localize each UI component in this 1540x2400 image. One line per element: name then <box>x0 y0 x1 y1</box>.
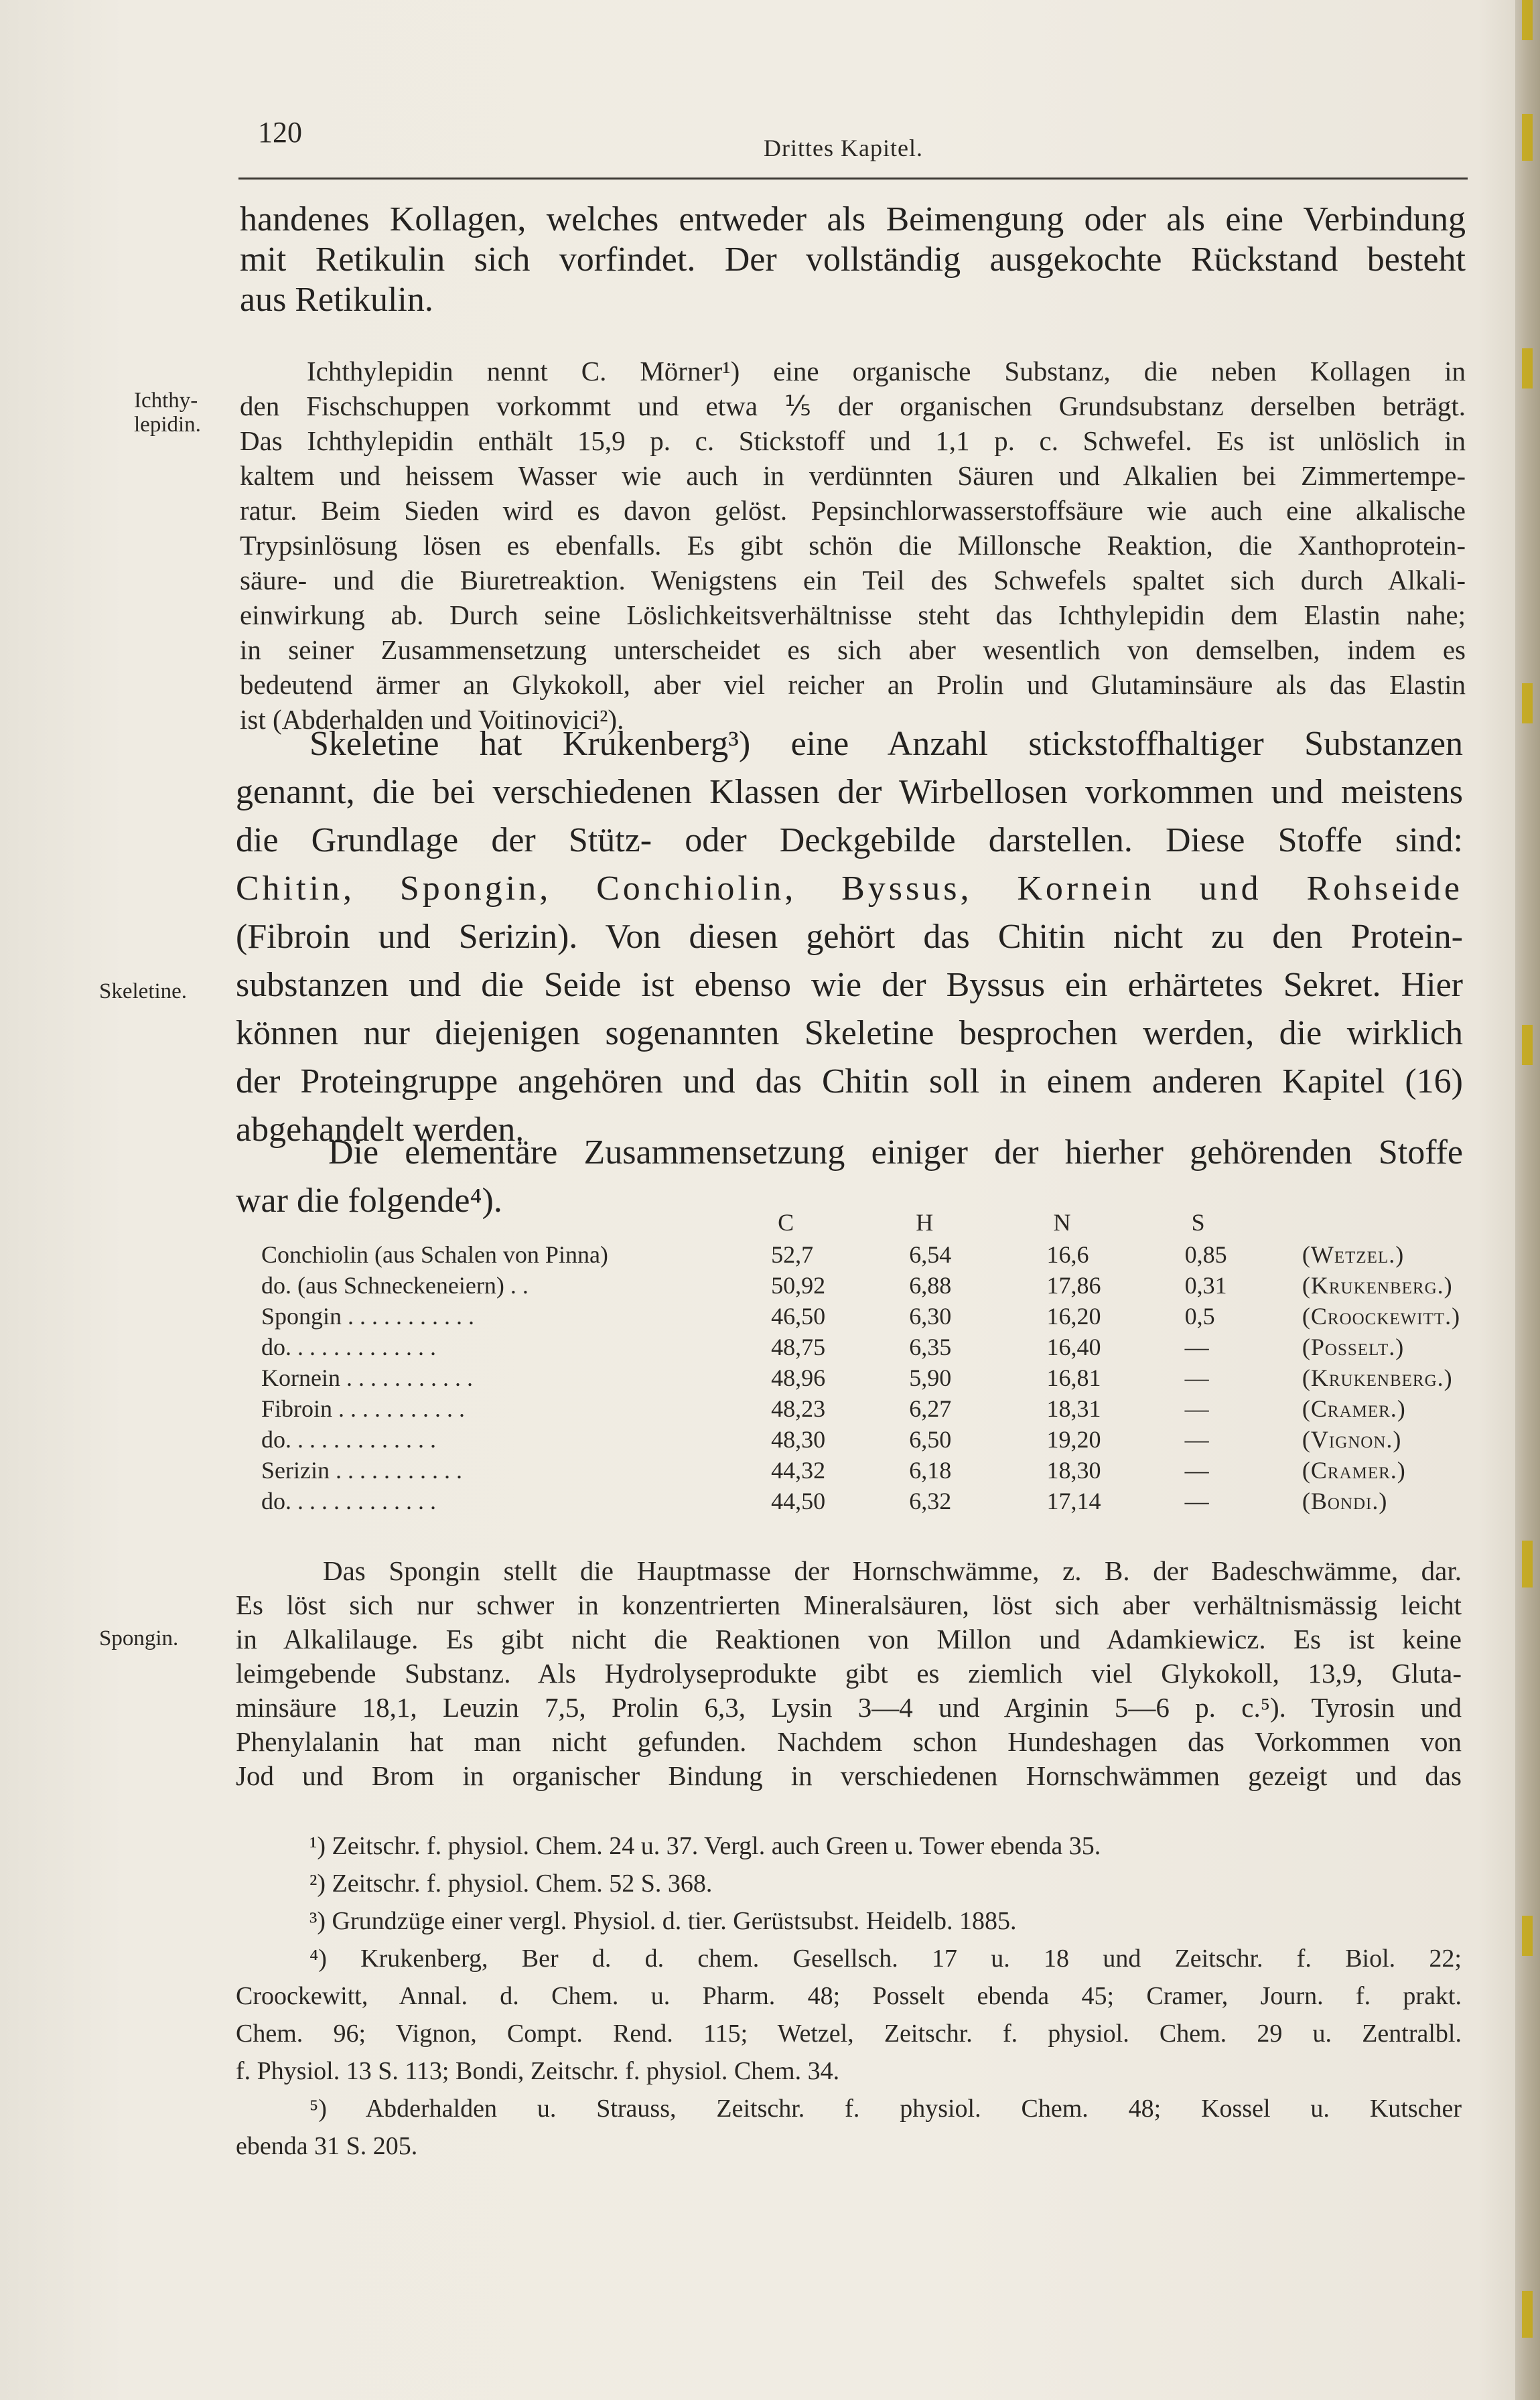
column-header-s: S <box>1191 1209 1205 1236</box>
cell-substance: do. (aus Schneckeneiern) . . <box>261 1272 529 1299</box>
cell-c: 48,96 <box>771 1364 826 1391</box>
cell-h: 6,50 <box>909 1426 952 1453</box>
cell-substance: Spongin . . . . . . . . . . . <box>261 1303 475 1330</box>
cell-source: (Bondi.) <box>1302 1488 1388 1514</box>
text-line: Ichthylepidin nennt C. Mörner¹) eine organische Substanz, die neben Kollagen in <box>307 356 1466 386</box>
cell-substance: do. . . . . . . . . . . . . <box>261 1334 436 1360</box>
margin-note-spongin: Spongin. <box>99 1626 179 1650</box>
footnote: f. Physiol. 13 S. 113; Bondi, Zeitschr. f. physiol. Chem. 34. <box>236 2057 840 2085</box>
footnote: ³) Grundzüge einer vergl. Physiol. d. tier. Gerüstsubst. Heidelb. 1885. <box>309 1907 1017 1935</box>
text-line: substanzen und die Seide ist ebenso wie der Byssus ein erhärtetes Sekret. Hier <box>236 966 1463 1004</box>
cell-h: 6,27 <box>909 1395 952 1422</box>
cell-h: 6,18 <box>909 1457 952 1484</box>
cell-c: 44,50 <box>771 1488 826 1514</box>
cell-h: 6,88 <box>909 1272 952 1299</box>
margin-note-ichthylepidin: Ichthy- lepidin. <box>134 389 201 437</box>
cell-source: (Krukenberg.) <box>1302 1364 1453 1391</box>
cell-h: 6,54 <box>909 1241 952 1268</box>
cell-c: 48,75 <box>771 1334 826 1360</box>
footnote: ¹) Zeitschr. f. physiol. Chem. 24 u. 37. Vergl. auch Green u. Tower ebenda 35. <box>309 1832 1101 1860</box>
header-rule <box>238 178 1468 180</box>
text-line: bedeutend ärmer an Glykokoll, aber viel reicher an Prolin und Glutaminsäure als das Elastin <box>240 669 1466 700</box>
cell-n: 18,31 <box>1046 1395 1101 1422</box>
text-line: ist (Abderhalden und Voitinovici²). <box>240 704 624 735</box>
cell-n: 19,20 <box>1046 1426 1101 1453</box>
footnote: ²) Zeitschr. f. physiol. Chem. 52 S. 368. <box>309 1869 713 1898</box>
page-edge-binding <box>1515 0 1540 2400</box>
text-line: den Fischschuppen vorkommt und etwa ⅕ der organischen Grundsubstanz derselben beträgt. <box>240 391 1466 421</box>
text-line: die Grundlage der Stütz- oder Deckgebilde darstellen. Diese Stoffe sind: <box>236 821 1463 859</box>
text-line: aus Retikulin. <box>240 281 433 319</box>
cell-substance: Serizin . . . . . . . . . . . <box>261 1457 462 1484</box>
footnote: ⁴) Krukenberg, Ber d. d. chem. Gesellsch. 17 u. 18 und Zeitschr. f. Biol. 22; <box>309 1945 1462 1973</box>
cell-h: 6,30 <box>909 1303 952 1330</box>
ichthylepidin-paragraph <box>240 354 1466 737</box>
cell-source: (Cramer.) <box>1302 1457 1406 1484</box>
cell-c: 44,32 <box>771 1457 826 1484</box>
cell-source: (Cramer.) <box>1302 1395 1406 1422</box>
column-header-c: C <box>778 1209 794 1236</box>
column-header-h: H <box>916 1209 934 1236</box>
margin-note-skeletine: Skeletine. <box>99 979 188 1003</box>
cell-n: 16,81 <box>1046 1364 1101 1391</box>
cell-n: 16,40 <box>1046 1334 1101 1360</box>
cell-source: (Vignon.) <box>1302 1426 1402 1453</box>
cell-substance: Fibroin . . . . . . . . . . . <box>261 1395 466 1422</box>
text-line: Das Spongin stellt die Hauptmasse der Hornschwämme, z. B. der Badeschwämme, dar. <box>323 1555 1462 1586</box>
cell-s: — <box>1184 1457 1209 1484</box>
text-line: Phenylalanin hat man nicht gefunden. Nachdem schon Hundeshagen das Vorkommen von <box>236 1726 1462 1757</box>
cell-source: (Posselt.) <box>1302 1334 1405 1360</box>
table-row <box>261 1332 1540 1362</box>
table-header-row <box>261 1206 1540 1239</box>
cell-n: 17,14 <box>1046 1488 1101 1514</box>
table-row <box>261 1301 1540 1332</box>
text-line: genannt, die bei verschiedenen Klassen der Wirbellosen vorkommen und meistens <box>236 773 1463 811</box>
text-line: in seiner Zusammensetzung unterscheidet es sich aber wesentlich von demselben, indem es <box>240 634 1466 665</box>
cell-s: — <box>1184 1334 1209 1360</box>
text-line: (Fibroin und Serizin). Von diesen gehört das Chitin nicht zu den Protein- <box>236 918 1463 956</box>
cell-s: — <box>1184 1395 1209 1422</box>
table-row <box>261 1486 1540 1516</box>
text-line: Das Ichthylepidin enthält 15,9 p. c. Stickstoff und 1,1 p. c. Schwefel. Es ist unlöslich in <box>240 425 1466 456</box>
text-line: in Alkalilauge. Es gibt nicht die Reaktionen von Millon und Adamkiewicz. Es ist keine <box>236 1624 1462 1654</box>
text-line: Jod und Brom in organischer Bindung in verschiedenen Hornschwämmen gezeigt und das <box>236 1760 1462 1791</box>
cell-s: — <box>1184 1364 1209 1391</box>
cell-s: 0,31 <box>1184 1272 1227 1299</box>
cell-substance: Kornein . . . . . . . . . . . <box>261 1364 473 1391</box>
text-line: mit Retikulin sich vorfindet. Der vollständig ausgekochte Rückstand besteht <box>240 240 1466 279</box>
text-line: Chitin, Spongin, Conchiolin, Byssus, Kornein und Rohseide <box>236 869 1463 908</box>
cell-c: 46,50 <box>771 1303 826 1330</box>
text-line: handenes Kollagen, welches entweder als Beimengung oder als eine Verbindung <box>240 200 1466 238</box>
cell-h: 6,35 <box>909 1334 952 1360</box>
cell-s: — <box>1184 1426 1209 1453</box>
cell-source: (Krukenberg.) <box>1302 1272 1453 1299</box>
text-line: minsäure 18,1, Leuzin 7,5, Prolin 6,3, Lysin 3—4 und Arginin 5—6 p. c.⁵). Tyrosin und <box>236 1692 1462 1723</box>
text-line: säure- und die Biuretreaktion. Wenigstens ein Teil des Schwefels spaltet sich durch Alkali- <box>240 565 1466 595</box>
cell-c: 48,23 <box>771 1395 826 1422</box>
cell-substance: Conchiolin (aus Schalen von Pinna) <box>261 1241 608 1268</box>
cell-h: 6,32 <box>909 1488 952 1514</box>
text-line: der Proteingruppe angehören und das Chitin soll in einem anderen Kapitel (16) <box>236 1062 1463 1101</box>
text-line: war die folgende⁴). <box>236 1182 502 1220</box>
cell-h: 5,90 <box>909 1364 952 1391</box>
cell-s: 0,5 <box>1184 1303 1215 1330</box>
table-row <box>261 1270 1540 1301</box>
footnote: Croockewitt, Annal. d. Chem. u. Pharm. 48; Posselt ebenda 45; Cramer, Journ. f. prakt. <box>236 1982 1462 2010</box>
cell-c: 50,92 <box>771 1272 826 1299</box>
spongin-paragraph <box>236 1554 1462 1793</box>
cell-s: — <box>1184 1488 1209 1514</box>
text-line: Skeletine hat Krukenberg³) eine Anzahl stickstoffhaltiger Substanzen <box>309 725 1463 763</box>
footnote: ebenda 31 S. 205. <box>236 2132 418 2160</box>
cell-substance: do. . . . . . . . . . . . . <box>261 1488 436 1514</box>
cell-substance: do. . . . . . . . . . . . . <box>261 1426 436 1453</box>
text-line: leimgebende Substanz. Als Hydrolyseprodukte gibt es ziemlich viel Glykokoll, 13,9, Gluta- <box>236 1658 1462 1689</box>
cell-s: 0,85 <box>1184 1241 1227 1268</box>
cell-c: 52,7 <box>771 1241 814 1268</box>
text-line: kaltem und heissem Wasser wie auch in verdünnten Säuren und Alkalien bei Zimmertempe- <box>240 460 1466 491</box>
cell-source: (Croockewitt.) <box>1302 1303 1461 1330</box>
cell-n: 18,30 <box>1046 1457 1101 1484</box>
text-line: ratur. Beim Sieden wird es davon gelöst. Pepsinchlorwasserstoffsäure wie auch eine alkalische <box>240 495 1466 526</box>
running-title: Drittes Kapitel. <box>764 135 923 161</box>
table-row <box>261 1393 1540 1424</box>
text-line: Trypsinlösung lösen es ebenfalls. Es gibt schön die Millonsche Reaktion, die Xanthoprotein- <box>240 530 1466 561</box>
cell-n: 16,6 <box>1046 1241 1089 1268</box>
skeletine-paragraph <box>236 720 1463 1154</box>
column-header-n: N <box>1053 1209 1071 1236</box>
table-row <box>261 1424 1540 1455</box>
composition-table <box>261 1206 1540 1516</box>
intro-paragraph <box>240 200 1466 320</box>
footnote: ⁵) Abderhalden u. Strauss, Zeitschr. f. physiol. Chem. 48; Kossel u. Kutscher <box>309 2095 1462 2123</box>
page-number: 120 <box>258 116 302 149</box>
cell-source: (Wetzel.) <box>1302 1241 1405 1268</box>
table-row <box>261 1455 1540 1486</box>
text-line: Die elementäre Zusammensetzung einiger der hierher gehörenden Stoffe <box>328 1133 1463 1172</box>
table-row <box>261 1362 1540 1393</box>
cell-c: 48,30 <box>771 1426 826 1453</box>
footnote: Chem. 96; Vignon, Compt. Rend. 115; Wetzel, Zeitschr. f. physiol. Chem. 29 u. Zentralbl. <box>236 2020 1462 2048</box>
text-line: abgehandelt werden. <box>236 1111 524 1149</box>
text-line: einwirkung ab. Durch seine Löslichkeitsverhältnisse steht das Ichthylepidin dem Elastin nahe; <box>240 599 1466 630</box>
cell-n: 16,20 <box>1046 1303 1101 1330</box>
table-row <box>261 1239 1540 1270</box>
cell-n: 17,86 <box>1046 1272 1101 1299</box>
text-line: können nur diejenigen sogenannten Skeletine besprochen werden, die wirklich <box>236 1014 1463 1052</box>
footnotes <box>236 1827 1462 2165</box>
text-line: Es löst sich nur schwer in konzentrierten Mineralsäuren, löst sich aber verhältnismässig leicht <box>236 1590 1462 1620</box>
